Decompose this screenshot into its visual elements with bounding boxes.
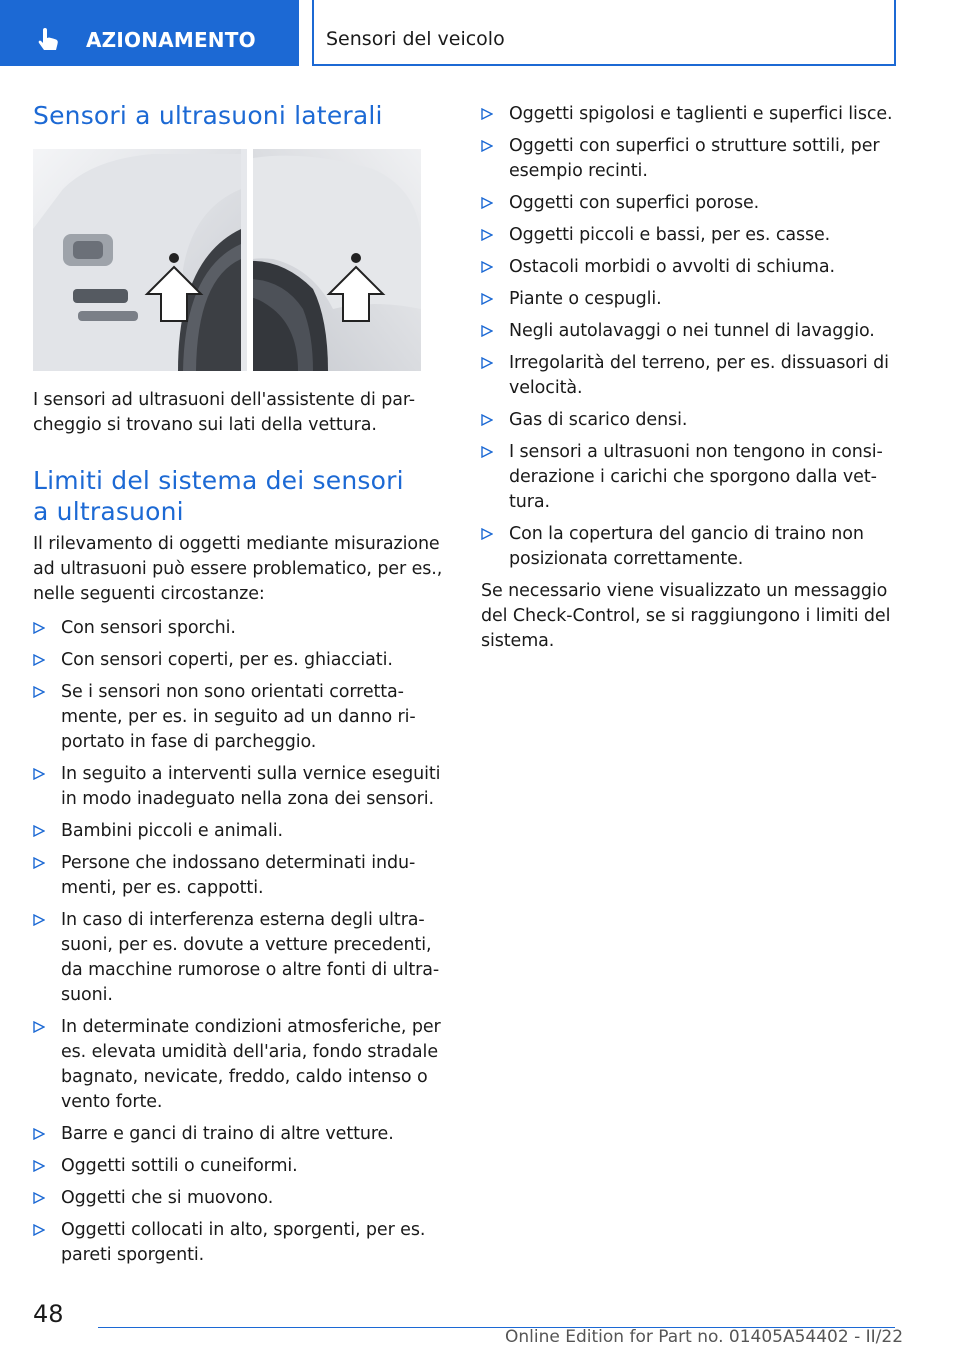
- bullet-triangle-icon: [33, 1128, 45, 1140]
- list-item-text: Bambini piccoli e animali.: [61, 821, 283, 841]
- list-item: [481, 319, 901, 344]
- list-item: [33, 648, 446, 673]
- list-item: [33, 680, 446, 755]
- list-item-text: Persone che indossano determinati indu- menti, per es. cappotti.: [61, 853, 416, 898]
- bullet-triangle-icon: [481, 325, 493, 337]
- chapter-tab[interactable]: [0, 0, 299, 66]
- list-item-text: In caso di interferenza esterna degli ultra- suoni, per es. dovute a vetture precedenti, da macchine rumorose o altre fonti di ultra- suoni.: [61, 910, 440, 1005]
- bullet-triangle-icon: [33, 1021, 45, 1033]
- list-item: [33, 819, 446, 844]
- list-item: [481, 522, 901, 572]
- list-item: [33, 1186, 446, 1211]
- list-item: [33, 908, 446, 1008]
- list-item: [481, 134, 901, 184]
- bullet-triangle-icon: [481, 140, 493, 152]
- list-item: [481, 191, 901, 216]
- chapter-label: AZIONAMENTO: [86, 28, 256, 52]
- closing-paragraph: Se necessario viene visualizzato un messaggio del Check-Control, se si raggiungono i limiti del sistema.: [481, 581, 891, 651]
- list-item: [481, 255, 901, 280]
- bullet-triangle-icon: [481, 108, 493, 120]
- bullet-triangle-icon: [481, 197, 493, 209]
- bullet-triangle-icon: [33, 654, 45, 666]
- list-item-text: Oggetti con superfici porose.: [509, 193, 760, 213]
- bullet-triangle-icon: [33, 914, 45, 926]
- list-item-text: Piante o cespugli.: [509, 289, 662, 309]
- bullet-triangle-icon: [33, 857, 45, 869]
- bullet-triangle-icon: [33, 768, 45, 780]
- list-item-text: Irregolarità del terreno, per es. dissuasori di velocità.: [509, 353, 889, 398]
- list-item-text: In seguito a interventi sulla vernice eseguiti in modo inadeguato nella zona dei sensori.: [61, 764, 441, 809]
- bullet-triangle-icon: [481, 446, 493, 458]
- figure-caption: I sensori ad ultrasuoni dell'assistente di par- cheggio si trovano sui lati della vettura.: [33, 390, 416, 435]
- bullet-triangle-icon: [33, 825, 45, 837]
- heading-system-limits: Limiti del sistema dei sensori a ultrasuoni: [33, 466, 404, 526]
- list-item-text: Se i sensori non sono orientati corretta- mente, per es. in seguito ad un danno ri- portato in fase di parcheggio.: [61, 682, 416, 752]
- bullet-triangle-icon: [481, 528, 493, 540]
- bullet-triangle-icon: [33, 1192, 45, 1204]
- bullet-triangle-icon: [481, 414, 493, 426]
- list-item-text: Ostacoli morbidi o avvolti di schiuma.: [509, 257, 835, 277]
- list-item: [481, 408, 901, 433]
- limits-list: [33, 616, 446, 1268]
- bullet-triangle-icon: [481, 229, 493, 241]
- edition-note: Online Edition for Part no. 01405A54402 - II/22: [505, 1327, 904, 1347]
- list-item: [481, 351, 901, 401]
- list-item-text: Oggetti collocati in alto, sporgenti, per es. pareti sporgenti.: [61, 1220, 426, 1265]
- list-item: [481, 223, 901, 248]
- limits-intro: Il rilevamento di oggetti mediante misurazione ad ultrasuoni può essere problematico, per es., nelle seguenti circostanze:: [33, 534, 443, 604]
- bullet-triangle-icon: [33, 1160, 45, 1172]
- bullet-triangle-icon: [33, 622, 45, 634]
- list-item-text: Con la copertura del gancio di traino non posizionata correttamente.: [509, 524, 864, 569]
- list-item: [33, 1122, 446, 1147]
- list-item-text: Oggetti piccoli e bassi, per es. casse.: [509, 225, 831, 245]
- bullet-triangle-icon: [481, 261, 493, 273]
- list-item-text: Oggetti sottili o cuneiformi.: [61, 1156, 298, 1176]
- list-item: [33, 1154, 446, 1179]
- limits-list-continued: [481, 102, 901, 572]
- list-item: [33, 1218, 446, 1268]
- section-title-header: Sensori del veicolo: [326, 28, 505, 50]
- page-number: 48: [33, 1300, 64, 1328]
- right-column: [481, 100, 901, 654]
- bullet-triangle-icon: [33, 686, 45, 698]
- list-item-text: I sensori a ultrasuoni non tengono in consi- derazione i carichi che sporgono dalla vet- tura.: [509, 442, 883, 512]
- list-item-text: Oggetti spigolosi e taglienti e superfici lisce.: [509, 104, 893, 124]
- heading-side-sensors: Sensori a ultrasuoni laterali: [33, 101, 383, 130]
- list-item-text: Con sensori sporchi.: [61, 618, 236, 638]
- list-item: [33, 1015, 446, 1115]
- list-item: [33, 851, 446, 901]
- bullet-triangle-icon: [481, 293, 493, 305]
- car-sides-drawing: [33, 149, 421, 371]
- list-item: [481, 287, 901, 312]
- list-item-text: Oggetti che si muovono.: [61, 1188, 274, 1208]
- list-item-text: In determinate condizioni atmosferiche, per es. elevata umidità dell'aria, fondo stradale bagnato, nevicate, freddo, caldo intenso o vento forte.: [61, 1017, 441, 1112]
- list-item: [33, 762, 446, 812]
- list-item: [481, 440, 901, 515]
- list-item: [481, 102, 901, 127]
- list-item-text: Gas di scarico densi.: [509, 410, 688, 430]
- list-item-text: Barre e ganci di traino di altre vetture.: [61, 1124, 394, 1144]
- left-column: [33, 100, 446, 1275]
- hand-pointer-icon: [36, 26, 62, 52]
- list-item-text: Con sensori coperti, per es. ghiacciati.: [61, 650, 393, 670]
- bullet-triangle-icon: [481, 357, 493, 369]
- list-item: [33, 616, 446, 641]
- bullet-triangle-icon: [33, 1224, 45, 1236]
- list-item-text: Oggetti con superfici o strutture sottili, per esempio recinti.: [509, 136, 880, 181]
- list-item-text: Negli autolavaggi o nei tunnel di lavaggio.: [509, 321, 875, 341]
- sensor-location-illustration: [33, 149, 421, 371]
